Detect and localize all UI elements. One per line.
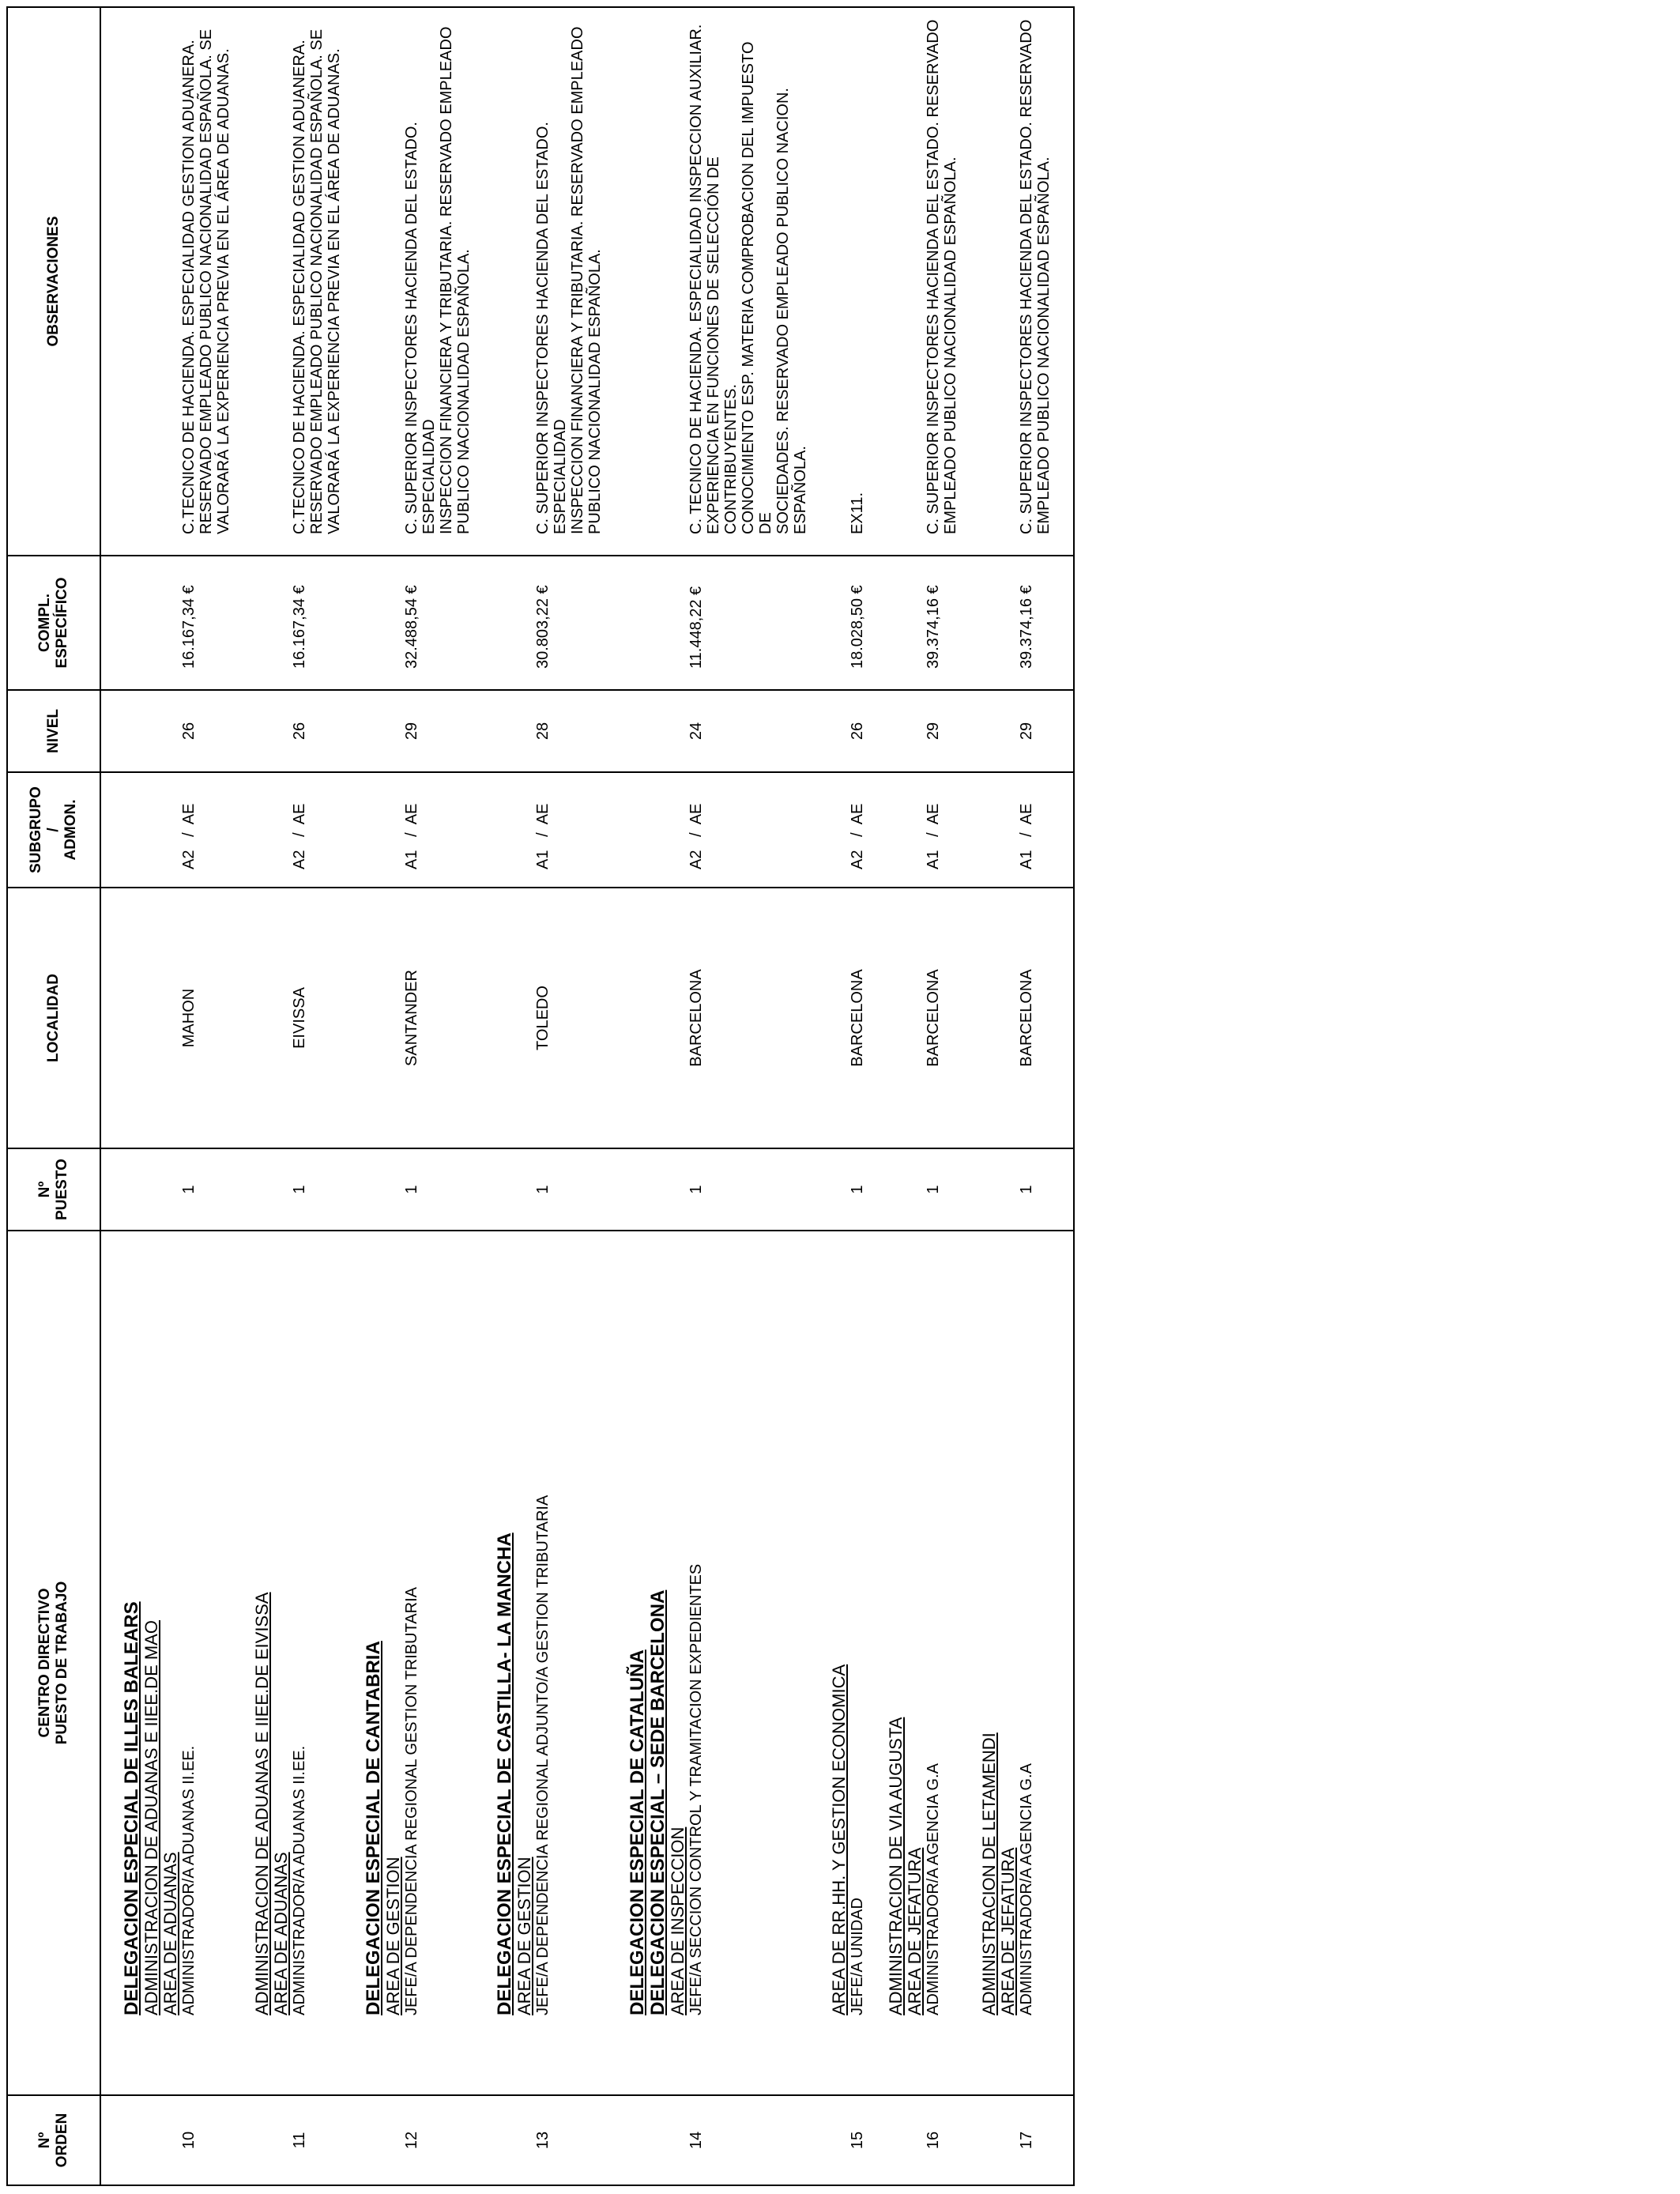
observation-line: RESERVADO EMPLEADO PUBLICO NACIONALIDAD ESPAÑOLA. SE [308,28,326,534]
observaciones-cell [180,7,232,556]
header-compl-especifico: COMPL. ESPECÍFICO [7,556,100,690]
localidad-cell: EIVISSA [291,888,343,1148]
orden-cell: 10 [180,2095,232,2185]
header-centro-directivo: CENTRO DIRECTIVO PUESTO DE TRABAJO [7,1231,100,2095]
table-body [100,7,1074,2185]
spacer-row [809,7,830,2185]
spacer-row [866,7,887,2185]
spacer-row [959,7,980,2185]
delegation-heading: DELEGACION ESPECIAL DE CANTABRIA [363,1641,384,2015]
observation-line: EMPLEADO PUBLICO NACIONALIDAD ESPAÑOLA. [942,156,959,534]
observation-line: PUBLICO NACIONALIDAD ESPAÑOLA. [455,249,473,534]
puesto-trabajo-cell: ADMINISTRADOR/A AGENCIA G.A [925,1231,959,2095]
nivel-cell: 29 [925,690,959,772]
delegation-heading: DELEGACION ESPECIAL DE CATALUÑA [627,1649,648,2015]
centre-headings [122,1231,180,2095]
table-row [291,7,343,2185]
nivel-cell: 26 [180,690,232,772]
localidad-cell: BARCELONA [687,888,809,1148]
puesto-trabajo-cell: ADMINISTRADOR/A ADUANAS II.EE. [291,1231,343,2095]
nivel-cell: 24 [687,690,809,772]
area-heading: AREA DE JEFATURA [905,1847,925,2015]
observation-line: C. SUPERIOR INSPECTORES HACIENDA DEL ESTADO. RESERVADO [925,19,942,534]
area-heading: AREA DE GESTION [383,1857,403,2015]
localidad-cell: MAHON [180,888,232,1148]
orden-cell: 15 [849,2095,866,2185]
compl-especifico-cell: 39.374,16 € [925,556,959,690]
spacer-row [473,7,495,2185]
centre-heading-row [830,7,849,2185]
compl-especifico-cell: 32.488,54 € [403,556,473,690]
compl-especifico-cell: 11.448,22 € [687,556,809,690]
localidad-cell: BARCELONA [849,888,866,1148]
table-row [849,7,866,2185]
header-orden: Nº ORDEN [7,2095,100,2185]
centre-heading-row [253,7,291,2185]
area-heading: ADMINISTRACION DE LETAMENDI [979,1732,999,2015]
n-puesto-cell: 1 [291,1148,343,1231]
orden-cell: 11 [291,2095,343,2185]
nivel-cell: 26 [291,690,343,772]
area-heading: AREA DE ADUANAS [271,1852,291,2015]
observation-line: EXPERIENCIA EN FUNCIONES DE SELECCIÓN DE CONTRIBUYENTES. [705,156,740,534]
observaciones-cell [687,7,809,556]
observaciones-cell [403,7,473,556]
n-puesto-cell: 1 [403,1148,473,1231]
header-subgrupo: SUBGRUPO / ADMON. [7,772,100,888]
area-heading: AREA DE GESTION [514,1857,534,2015]
compl-especifico-cell: 30.803,22 € [534,556,604,690]
observation-line: INSPECCION FINANCIERA Y TRIBUTARIA. RESERVADO EMPLEADO [569,26,586,534]
observaciones-cell [1018,7,1053,556]
header-n-puesto: Nº PUESTO [7,1148,100,1231]
nivel-cell: 28 [534,690,604,772]
centre-headings [980,1231,1018,2095]
puesto-trabajo-cell: ADMINISTRADOR/A AGENCIA G.A [1018,1231,1053,2095]
vacancies-table [6,6,1075,2186]
centre-headings [363,1231,403,2095]
observaciones-cell [925,7,959,556]
table-header-row [7,7,100,2185]
observation-line: SOCIEDADES. RESERVADO EMPLEADO PUBLICO NACION. ESPAÑOLA. [774,88,809,534]
observation-line: C.TECNICO DE HACIENDA. ESPECIALIDAD GESTION ADUANERA. [180,40,198,534]
spacer-row [604,7,627,2185]
puesto-trabajo-cell: JEFE/A DEPENDENCIA REGIONAL GESTION TRIBUTARIA [403,1231,473,2095]
observaciones-cell [291,7,343,556]
centre-heading-row [363,7,403,2185]
delegation-heading: DELEGACION ESPECIAL – SEDE BARCELONA [647,1589,669,2015]
subgrupo-cell: A1 / AE [534,772,604,888]
observation-line: C. SUPERIOR INSPECTORES HACIENDA DEL ESTADO. ESPECIALIDAD [534,122,569,534]
n-puesto-cell: 1 [925,1148,959,1231]
orden-cell: 13 [534,2095,604,2185]
centre-heading-row [495,7,534,2185]
observation-line: EX11. [849,492,866,534]
puesto-trabajo-cell: ADMINISTRADOR/A ADUANAS II.EE. [180,1231,232,2095]
area-heading: AREA DE RR.HH. Y GESTION ECONOMICA [829,1664,849,2015]
orden-cell: 17 [1018,2095,1053,2185]
centre-heading-row [122,7,180,2185]
area-heading: AREA DE ADUANAS [160,1852,180,2015]
n-puesto-cell: 1 [1018,1148,1053,1231]
n-puesto-cell: 1 [534,1148,604,1231]
area-heading: AREA DE JEFATURA [998,1847,1018,2015]
header-nivel: NIVEL [7,690,100,772]
table-row [687,7,809,2185]
observation-line: PUBLICO NACIONALIDAD ESPAÑOLA. [586,249,604,534]
centre-heading-row [887,7,925,2185]
observation-line: C. TECNICO DE HACIENDA. ESPECIALIDAD INSPECCION AUXILIAR. [687,24,705,534]
observation-line: EMPLEADO PUBLICO NACIONALIDAD ESPAÑOLA. [1035,156,1053,534]
subgrupo-cell: A1 / AE [1018,772,1053,888]
area-heading: AREA DE INSPECCION [668,1826,687,2015]
nivel-cell: 29 [1018,690,1053,772]
orden-cell: 14 [687,2095,809,2185]
spacer-row [232,7,253,2185]
observation-line: VALORARÁ LA EXPERIENCIA PREVIA EN EL ÁREA DE ADUANAS. [215,48,232,534]
puesto-trabajo-cell: JEFE/A DEPENDENCIA REGIONAL ADJUNTO/A GESTION TRIBUTARIA [534,1231,604,2095]
spacer-row [343,7,363,2185]
table-row [180,7,232,2185]
table-row [925,7,959,2185]
orden-cell: 12 [403,2095,473,2185]
puesto-trabajo-cell: JEFE/A UNIDAD [849,1231,866,2095]
centre-headings [253,1231,291,2095]
observaciones-cell [849,7,866,556]
delegation-heading: DELEGACION ESPECIAL DE CASTILLA- LA MANCHA [494,1532,515,2015]
nivel-cell: 29 [403,690,473,772]
observation-line: C. SUPERIOR INSPECTORES HACIENDA DEL ESTADO. RESERVADO [1018,19,1035,534]
localidad-cell: BARCELONA [925,888,959,1148]
table-row [534,7,604,2185]
centre-headings [495,1231,534,2095]
subgrupo-cell: A1 / AE [925,772,959,888]
delegation-heading: DELEGACION ESPECIAL DE ILLES BALEARS [121,1601,142,2015]
n-puesto-cell: 1 [687,1148,809,1231]
centre-headings [627,1231,687,2095]
observation-line: RESERVADO EMPLEADO PUBLICO NACIONALIDAD ESPAÑOLA. SE [198,28,215,534]
table-row [1018,7,1053,2185]
observaciones-cell [534,7,604,556]
area-heading: ADMINISTRACION DE ADUANAS E IIEE.DE EIVISSA [252,1592,272,2015]
observation-line: C. SUPERIOR INSPECTORES HACIENDA DEL ESTADO. ESPECIALIDAD [403,122,438,534]
table-row [403,7,473,2185]
observation-line: INSPECCION FINANCIERA Y TRIBUTARIA. RESERVADO EMPLEADO [438,26,455,534]
area-heading: ADMINISTRACION DE ADUANAS E IIEE.DE MAO [141,1620,161,2015]
compl-especifico-cell: 39.374,16 € [1018,556,1053,690]
observation-line: VALORARÁ LA EXPERIENCIA PREVIA EN EL ÁREA DE ADUANAS. [326,48,343,534]
centre-headings [887,1231,925,2095]
subgrupo-cell: A2 / AE [687,772,809,888]
subgrupo-cell: A2 / AE [291,772,343,888]
localidad-cell: TOLEDO [534,888,604,1148]
orden-cell: 16 [925,2095,959,2185]
centre-heading-row [627,7,687,2185]
header-observaciones: OBSERVACIONES [7,7,100,556]
spacer-row [100,7,122,2185]
localidad-cell: SANTANDER [403,888,473,1148]
subgrupo-cell: A1 / AE [403,772,473,888]
n-puesto-cell: 1 [849,1148,866,1231]
observation-line: CONOCIMIENTO ESP. MATERIA COMPROBACION DEL IMPUESTO DE [740,41,774,534]
compl-especifico-cell: 18.028,50 € [849,556,866,690]
nivel-cell: 26 [849,690,866,772]
localidad-cell: BARCELONA [1018,888,1053,1148]
spacer-row [1053,7,1074,2185]
compl-especifico-cell: 16.167,34 € [291,556,343,690]
puesto-trabajo-cell: JEFE/A SECCION CONTROL Y TRAMITACION EXPEDIENTES [687,1231,809,2095]
header-localidad: LOCALIDAD [7,888,100,1148]
compl-especifico-cell: 16.167,34 € [180,556,232,690]
subgrupo-cell: A2 / AE [180,772,232,888]
observation-line: C.TECNICO DE HACIENDA. ESPECIALIDAD GESTION ADUANERA. [291,40,308,534]
centre-headings [830,1231,849,2095]
centre-heading-row [980,7,1018,2185]
subgrupo-cell: A2 / AE [849,772,866,888]
area-heading: ADMINISTRACION DE VIA AUGUSTA [886,1717,906,2015]
n-puesto-cell: 1 [180,1148,232,1231]
